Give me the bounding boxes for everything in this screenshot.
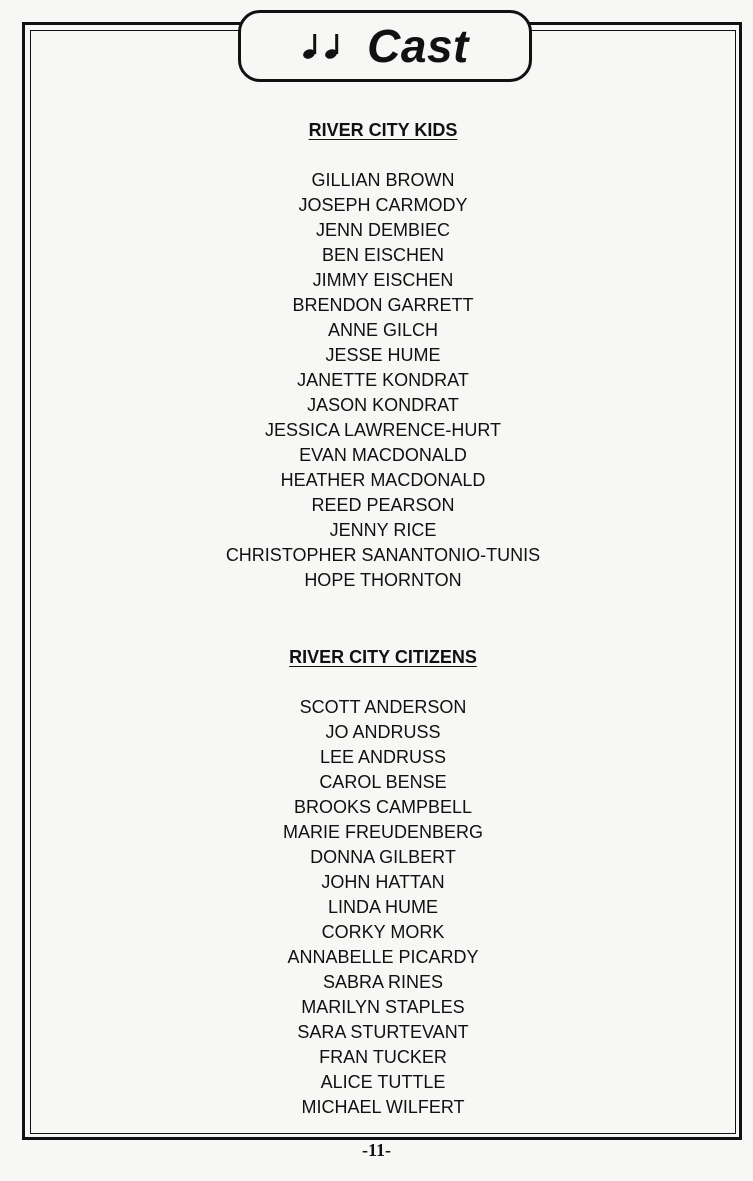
page-title: Cast: [367, 20, 469, 72]
page-number: -11-: [362, 1140, 391, 1160]
section-heading-kids: RIVER CITY KIDS: [308, 120, 458, 140]
title-banner: [238, 10, 532, 82]
cast-name: FRAN TUCKER: [319, 1047, 447, 1067]
cast-name: LINDA HUME: [327, 897, 439, 917]
cast-name: CAROL BENSE: [319, 772, 447, 792]
cast-name: JENNY RICE: [329, 520, 437, 540]
kids-name-list: [40, 168, 726, 593]
cast-name: ANNABELLE PICARDY: [287, 947, 479, 967]
cast-content: [40, 118, 726, 1120]
cast-name: DONNA GILBERT: [310, 847, 456, 867]
citizens-name-list: [40, 695, 726, 1120]
cast-name: REED PEARSON: [311, 495, 455, 515]
cast-name: JESSE HUME: [325, 345, 441, 365]
cast-name: BEN EISCHEN: [321, 245, 445, 265]
cast-name: MICHAEL WILFERT: [301, 1097, 465, 1117]
section-heading-citizens: RIVER CITY CITIZENS: [289, 647, 477, 667]
cast-name: JOSEPH CARMODY: [298, 195, 468, 215]
cast-name: BRENDON GARRETT: [292, 295, 474, 315]
cast-name: JASON KONDRAT: [307, 395, 459, 415]
cast-name: HOPE THORNTON: [304, 570, 462, 590]
cast-name: SARA STURTEVANT: [297, 1022, 469, 1042]
cast-name: HEATHER MACDONALD: [280, 470, 486, 490]
cast-name: JANETTE KONDRAT: [297, 370, 469, 390]
cast-name: JO ANDRUSS: [325, 722, 441, 742]
cast-name: BROOKS CAMPBELL: [293, 797, 473, 817]
cast-name: JENN DEMBIEC: [315, 220, 450, 240]
cast-name: CHRISTOPHER SANANTONIO-TUNIS: [225, 545, 541, 565]
cast-name: GILLIAN BROWN: [311, 170, 455, 190]
cast-name: ANNE GILCH: [327, 320, 439, 340]
cast-name: ALICE TUTTLE: [320, 1072, 446, 1092]
cast-name: LEE ANDRUSS: [319, 747, 447, 767]
cast-name: JOHN HATTAN: [321, 872, 445, 892]
cast-name: EVAN MACDONALD: [299, 445, 467, 465]
cast-name: SCOTT ANDERSON: [299, 697, 467, 717]
cast-name: MARILYN STAPLES: [301, 997, 465, 1017]
cast-name: SABRA RINES: [322, 972, 444, 992]
music-notes-icon: [301, 31, 345, 61]
cast-name: MARIE FREUDENBERG: [282, 822, 484, 842]
cast-name: JIMMY EISCHEN: [312, 270, 454, 290]
cast-name: CORKY MORK: [321, 922, 445, 942]
cast-name: JESSICA LAWRENCE-HURT: [264, 420, 502, 440]
